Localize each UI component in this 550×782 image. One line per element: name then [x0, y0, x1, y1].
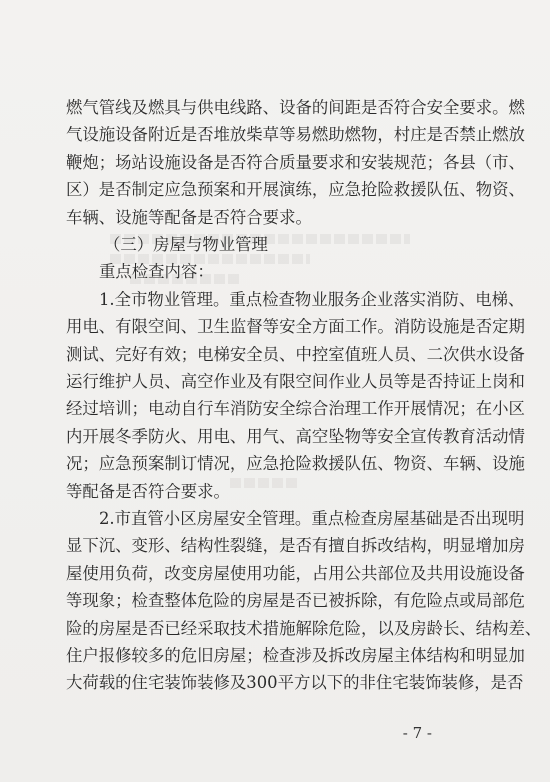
body-line: 等配备是否符合要求。: [66, 481, 230, 501]
body-line: 气设施设备附近是否堆放柴草等易燃助燃物，村庄是否禁止燃放: [66, 125, 525, 145]
body-line: 显下沉、变形、结构性裂缝，是否有擅自拆改结构，明显增加房: [66, 536, 525, 556]
body-line: 屋使用负荷，改变房屋使用功能，占用公共部位及共用设施设备: [66, 563, 525, 583]
body-line: 车辆、设施等配备是否符合要求。: [66, 207, 312, 227]
key-points-label: 重点检查内容：: [99, 262, 214, 282]
body-line: 内开展冬季防火、用电、用气、高空坠物等安全宣传教育活动情: [66, 426, 525, 446]
body-line: 经过培训；电动自行车消防安全综合治理工作开展情况；在小区: [66, 399, 525, 419]
section-heading: （三）房屋与物业管理: [104, 235, 268, 254]
body-line: 区）是否制定应急预案和开展演练，应急抢险救援队伍、物资、: [66, 180, 525, 200]
body-line: 险的房屋是否已经采取技术措施解除危险，以及房龄长、结构差、: [66, 618, 542, 638]
body-line: 测试、完好有效；电梯安全员、中控室值班人员、二次供水设备: [66, 344, 525, 364]
body-line: 鞭炮；场站设施设备是否符合质量要求和安装规范；各县（市、: [66, 152, 525, 172]
body-line: 运行维护人员、高空作业及有限空间作业人员等是否持证上岗和: [66, 372, 525, 391]
body-line: 等现象；检查整体危险的房屋是否已被拆除，有危险点或局部危: [66, 591, 525, 611]
body-line: 燃气管线及燃具与供电线路、设备的间距是否符合安全要求。燃: [66, 98, 525, 117]
body-line: 大荷载的住宅装饰装修及300平方以下的非住宅装饰装修，是否: [66, 673, 524, 693]
body-line: 用电、有限空间、卫生监督等安全方面工作。消防设施是否定期: [66, 317, 525, 337]
body-line: 况；应急预案制订情况，应急抢险救援队伍、物资、车辆、设施: [66, 454, 525, 474]
item-1-title: 1.全市物业管理。重点检查物业服务企业落实消防、电梯、: [99, 289, 525, 309]
item-2-title: 2.市直管小区房屋安全管理。重点检查房屋基础是否出现明: [99, 509, 525, 528]
page-number: - 7 -: [402, 724, 432, 742]
body-line: 住户报修较多的危旧房屋；检查涉及拆改房屋主体结构和明显加: [66, 646, 525, 665]
